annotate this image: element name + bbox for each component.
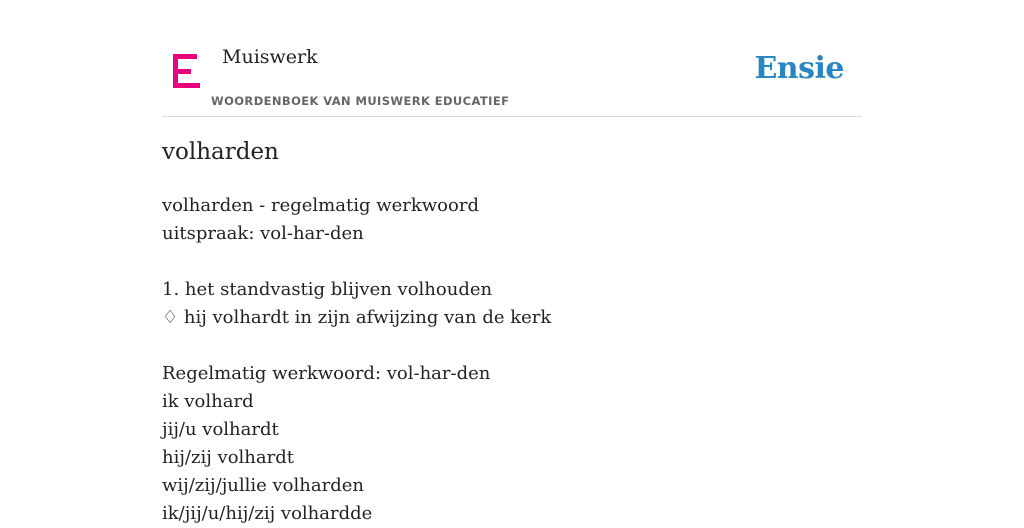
muiswerk-logo-icon[interactable] — [173, 54, 201, 90]
entry-definition: 1. het standvastig blijven volhouden — [162, 279, 493, 300]
ensie-logo[interactable]: Ensie — [754, 51, 844, 86]
site-header — [162, 0, 862, 117]
conjugation-line: hij/zij volhardt — [162, 447, 294, 468]
dictionary-entry — [162, 192, 551, 528]
entry-pronunciation: uitspraak: vol-har-den — [162, 223, 364, 244]
conjugation-line: wij/zij/jullie volharden — [162, 475, 364, 496]
conjugation-header: Regelmatig werkwoord: vol-har-den — [162, 363, 491, 384]
conjugation-line: ik/jij/u/hij/zij volhardde — [162, 503, 373, 524]
conjugation-line: jij/u volhardt — [162, 419, 279, 440]
spacer — [162, 248, 551, 276]
page-container — [162, 0, 862, 524]
entry-headline: volharden - regelmatig werkwoord — [162, 195, 479, 216]
conjugation-line: ik volhard — [162, 391, 254, 412]
spacer — [162, 332, 551, 360]
site-tagline: WOORDENBOEK VAN MUISWERK EDUCATIEF — [211, 94, 510, 108]
page-title: volharden — [162, 139, 279, 165]
site-name[interactable]: Muiswerk — [222, 46, 318, 68]
entry-example: ♢ hij volhardt in zijn afwijzing van de kerk — [162, 307, 552, 328]
